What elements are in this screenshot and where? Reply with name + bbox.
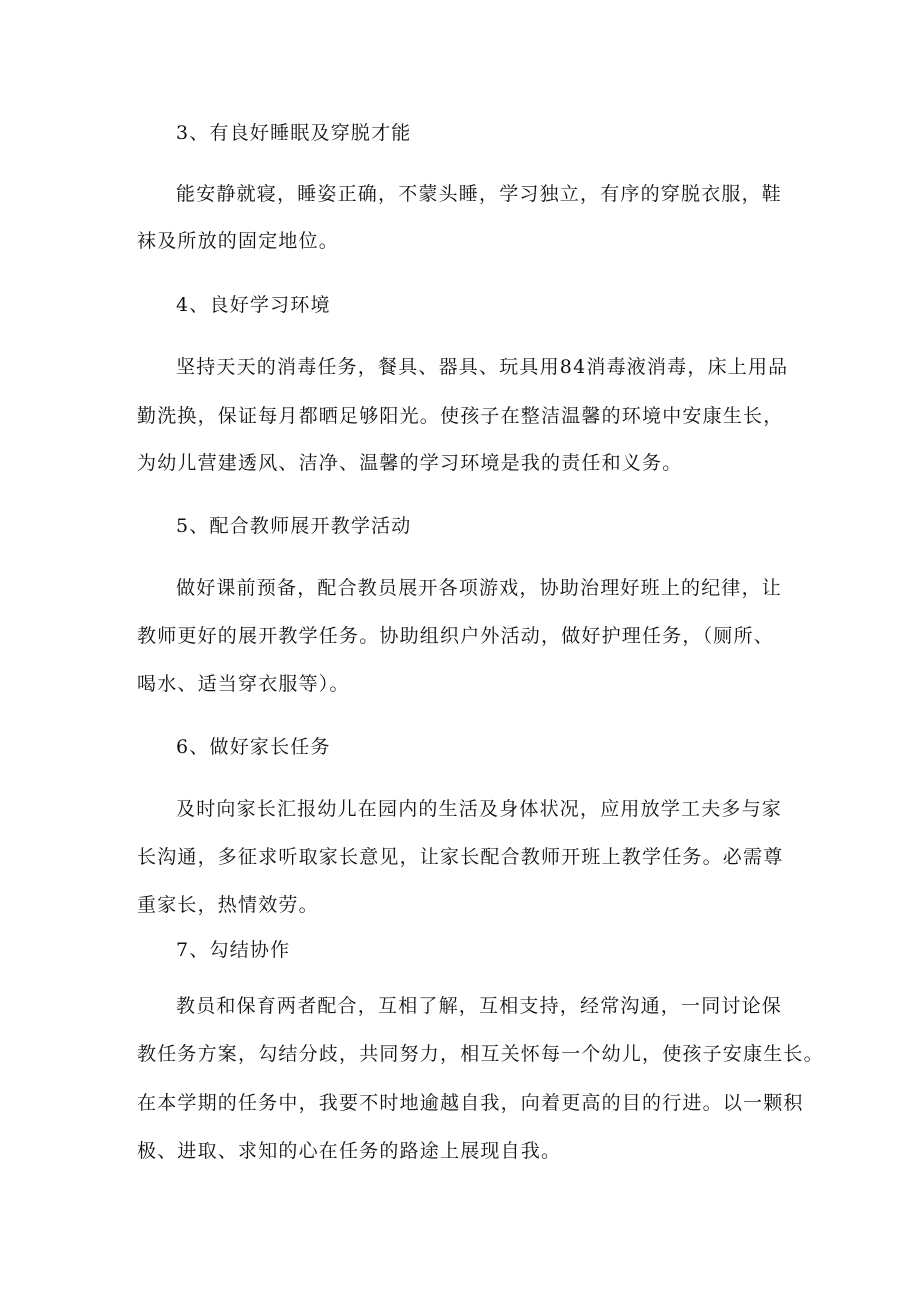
paragraph-line: 及时向家长汇报幼儿在园内的生活及身体状况，应用放学工夫多与家 <box>176 798 783 820</box>
paragraph-line: 勤洗换，保证每月都晒足够阳光。使孩子在整洁温馨的环境中安康生长， <box>137 405 784 427</box>
paragraph-line: 重家长，热情效劳。 <box>137 894 319 916</box>
paragraph-line: 教任务方案，勾结分歧，共同努力，相互关怀每一个幼儿，使孩子安康生长。 <box>137 1043 824 1065</box>
section-heading: 3、有良好睡眠及穿脱才能 <box>176 122 412 144</box>
paragraph-line: 在本学期的任务中，我要不时地逾越自我，向着更高的目的行进。以一颗积 <box>137 1092 804 1114</box>
paragraph-line: 喝水、适当穿衣服等）。 <box>137 673 350 695</box>
paragraph-line: 教师更好的展开教学任务。协助组织户外活动，做好护理任务，（厕所、 <box>137 625 774 647</box>
section-heading: 5、配合教师展开教学活动 <box>176 515 412 537</box>
paragraph-line: 袜及所放的固定地位。 <box>137 230 340 252</box>
paragraph-line: 极、进取、求知的心在任务的路途上展现自我。 <box>137 1140 562 1162</box>
section-heading: 4、良好学习环境 <box>176 294 331 316</box>
paragraph-line: 做好课前预备，配合教员展开各项游戏，协助治理好班上的纪律，让 <box>176 577 783 599</box>
paragraph-line: 长沟通，多征求听取家长意见，让家长配合教师开班上教学任务。必需尊 <box>137 846 784 868</box>
paragraph-line: 为幼儿营建透风、洁净、温馨的学习环境是我的责任和义务。 <box>137 452 683 474</box>
paragraph-line: 教员和保育两者配合，互相了解，互相支持，经常沟通，一同讨论保 <box>176 995 783 1017</box>
paragraph-line: 能安静就寝，睡姿正确，不蒙头睡，学习独立，有序的穿脱衣服，鞋 <box>176 183 783 205</box>
section-heading: 7、勾结协作 <box>176 939 291 961</box>
paragraph-line: 坚持天天的消毒任务，餐具、器具、玩具用84消毒液消毒，床上用品 <box>176 356 789 378</box>
section-heading: 6、做好家长任务 <box>176 736 331 758</box>
